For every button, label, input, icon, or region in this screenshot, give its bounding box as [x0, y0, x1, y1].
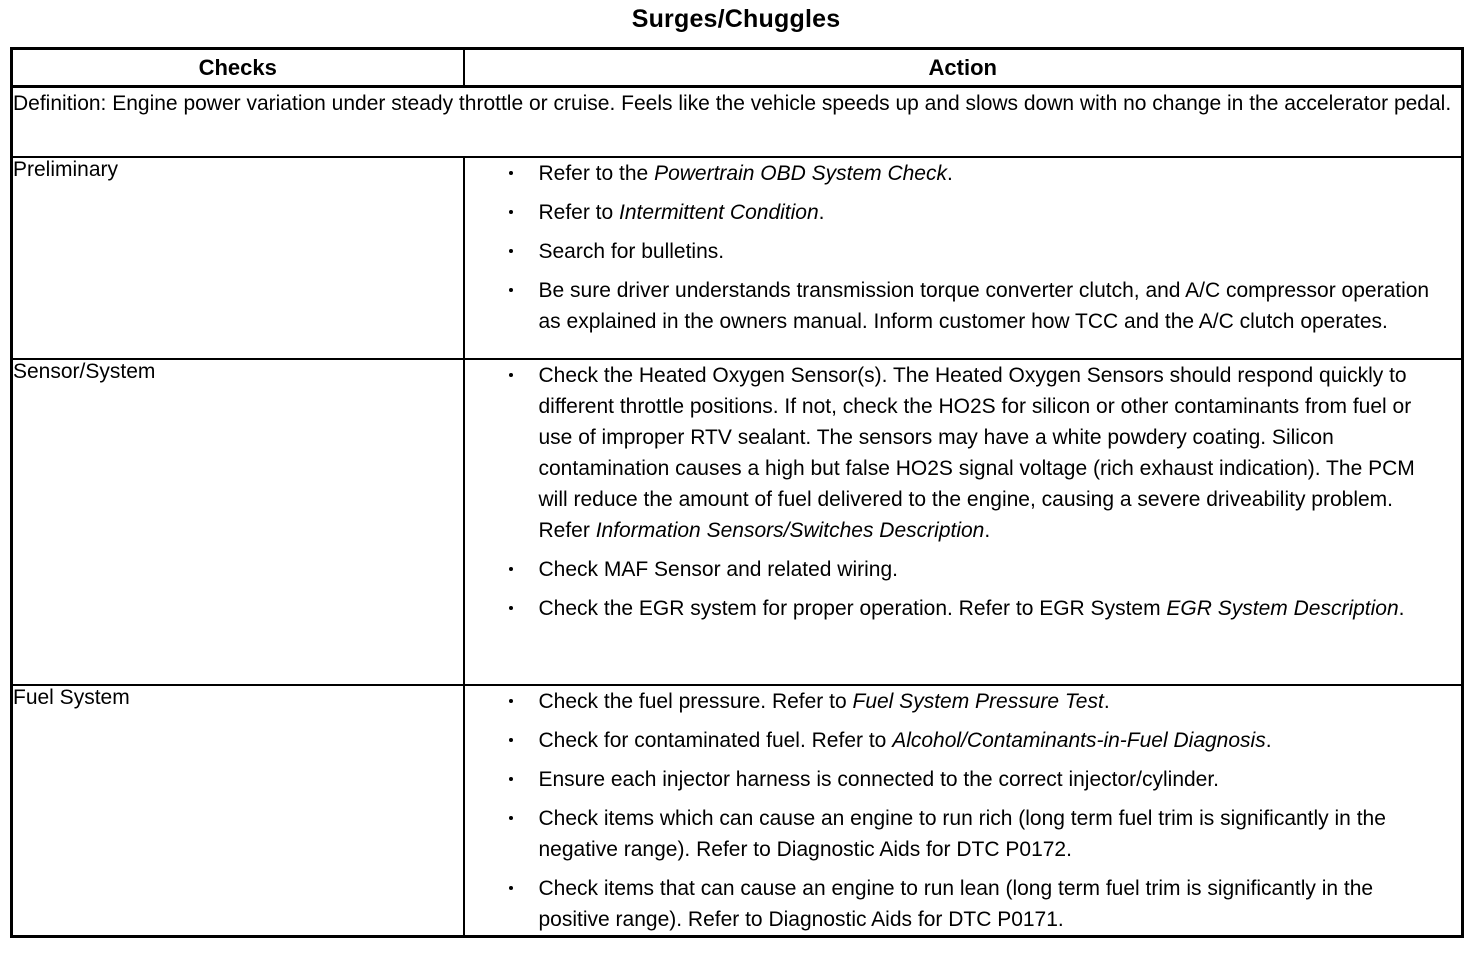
- action-item: Check the Heated Oxygen Sensor(s). The Heated Oxygen Sensors should respond quickly to different throttle positions. If not, check the HO2S for silicon or other contaminants from fuel or use of improper RTV sealant. The sensors may have a white powdery coating. Silicon contamination causes a high but false HO2S signal voltage (rich exhaust indication). The PCM will reduce the amount of fuel delivered to the engine, causing a severe driveability problem. Refer Information Sensors/Switches Description.: [465, 360, 1462, 546]
- definition-text: Definition: Engine power variation under steady throttle or cruise. Feels like the vehicle speeds up and slows down with no change in the accelerator pedal.: [12, 87, 1463, 158]
- action-item: Search for bulletins.: [465, 236, 1462, 267]
- reference-link[interactable]: Powertrain OBD System Check: [654, 162, 947, 185]
- bullet-icon: [509, 699, 513, 703]
- bullet-icon: [509, 567, 513, 571]
- action-item: Be sure driver understands transmission torque converter clutch, and A/C compressor operation as explained in the owners manual. Inform customer how TCC and the A/C clutch operates.: [465, 275, 1462, 337]
- action-item: Check the EGR system for proper operation. Refer to EGR System EGR System Description.: [465, 593, 1462, 624]
- bullet-icon: [509, 288, 513, 292]
- action-item: Check for contaminated fuel. Refer to Alcohol/Contaminants-in-Fuel Diagnosis.: [465, 725, 1462, 756]
- table-row: [12, 157, 1463, 359]
- reference-link[interactable]: Fuel System Pressure Test: [852, 690, 1104, 713]
- bullet-icon: [509, 886, 513, 890]
- action-item: Check items which can cause an engine to run rich (long term fuel trim is significantly in the negative range). Refer to Diagnostic Aids for DTC P0172.: [465, 803, 1462, 865]
- bullet-icon: [509, 373, 513, 377]
- action-list: [465, 686, 1462, 935]
- action-item: Refer to the Powertrain OBD System Check.: [465, 158, 1462, 189]
- action-item: Check MAF Sensor and related wiring.: [465, 554, 1462, 585]
- table-row: [12, 359, 1463, 685]
- check-label-preliminary: Preliminary: [12, 157, 464, 359]
- action-item: Check the fuel pressure. Refer to Fuel System Pressure Test.: [465, 686, 1462, 717]
- reference-link[interactable]: EGR System Description: [1166, 597, 1399, 620]
- surges-chuggles-table: [10, 47, 1464, 938]
- reference-link[interactable]: Intermittent Condition: [619, 201, 819, 224]
- header-checks: Checks: [12, 49, 464, 87]
- action-cell: [464, 157, 1463, 359]
- bullet-icon: [509, 210, 513, 214]
- action-item: Check items that can cause an engine to run lean (long term fuel trim is significantly in the positive range). Refer to Diagnostic Aids for DTC P0171.: [465, 873, 1462, 935]
- bullet-icon: [509, 606, 513, 610]
- bullet-icon: [509, 816, 513, 820]
- action-cell: [464, 359, 1463, 685]
- table-row: [12, 685, 1463, 937]
- reference-link[interactable]: Information Sensors/Switches Description: [595, 519, 985, 542]
- reference-link[interactable]: Alcohol/Contaminants-in-Fuel Diagnosis: [892, 729, 1266, 752]
- header-row: [12, 49, 1463, 87]
- action-list: [465, 158, 1462, 337]
- action-item: Refer to Intermittent Condition.: [465, 197, 1462, 228]
- bullet-icon: [509, 171, 513, 175]
- action-cell: [464, 685, 1463, 937]
- check-label-fuel-system: Fuel System: [12, 685, 464, 937]
- header-action: Action: [464, 49, 1463, 87]
- check-label-sensor-system: Sensor/System: [12, 359, 464, 685]
- action-item: Ensure each injector harness is connected to the correct injector/cylinder.: [465, 764, 1462, 795]
- page-title: Surges/Chuggles: [631, 5, 841, 33]
- bullet-icon: [509, 249, 513, 253]
- action-list: [465, 360, 1462, 624]
- bullet-icon: [509, 777, 513, 781]
- definition-row: [12, 87, 1463, 158]
- bullet-icon: [509, 738, 513, 742]
